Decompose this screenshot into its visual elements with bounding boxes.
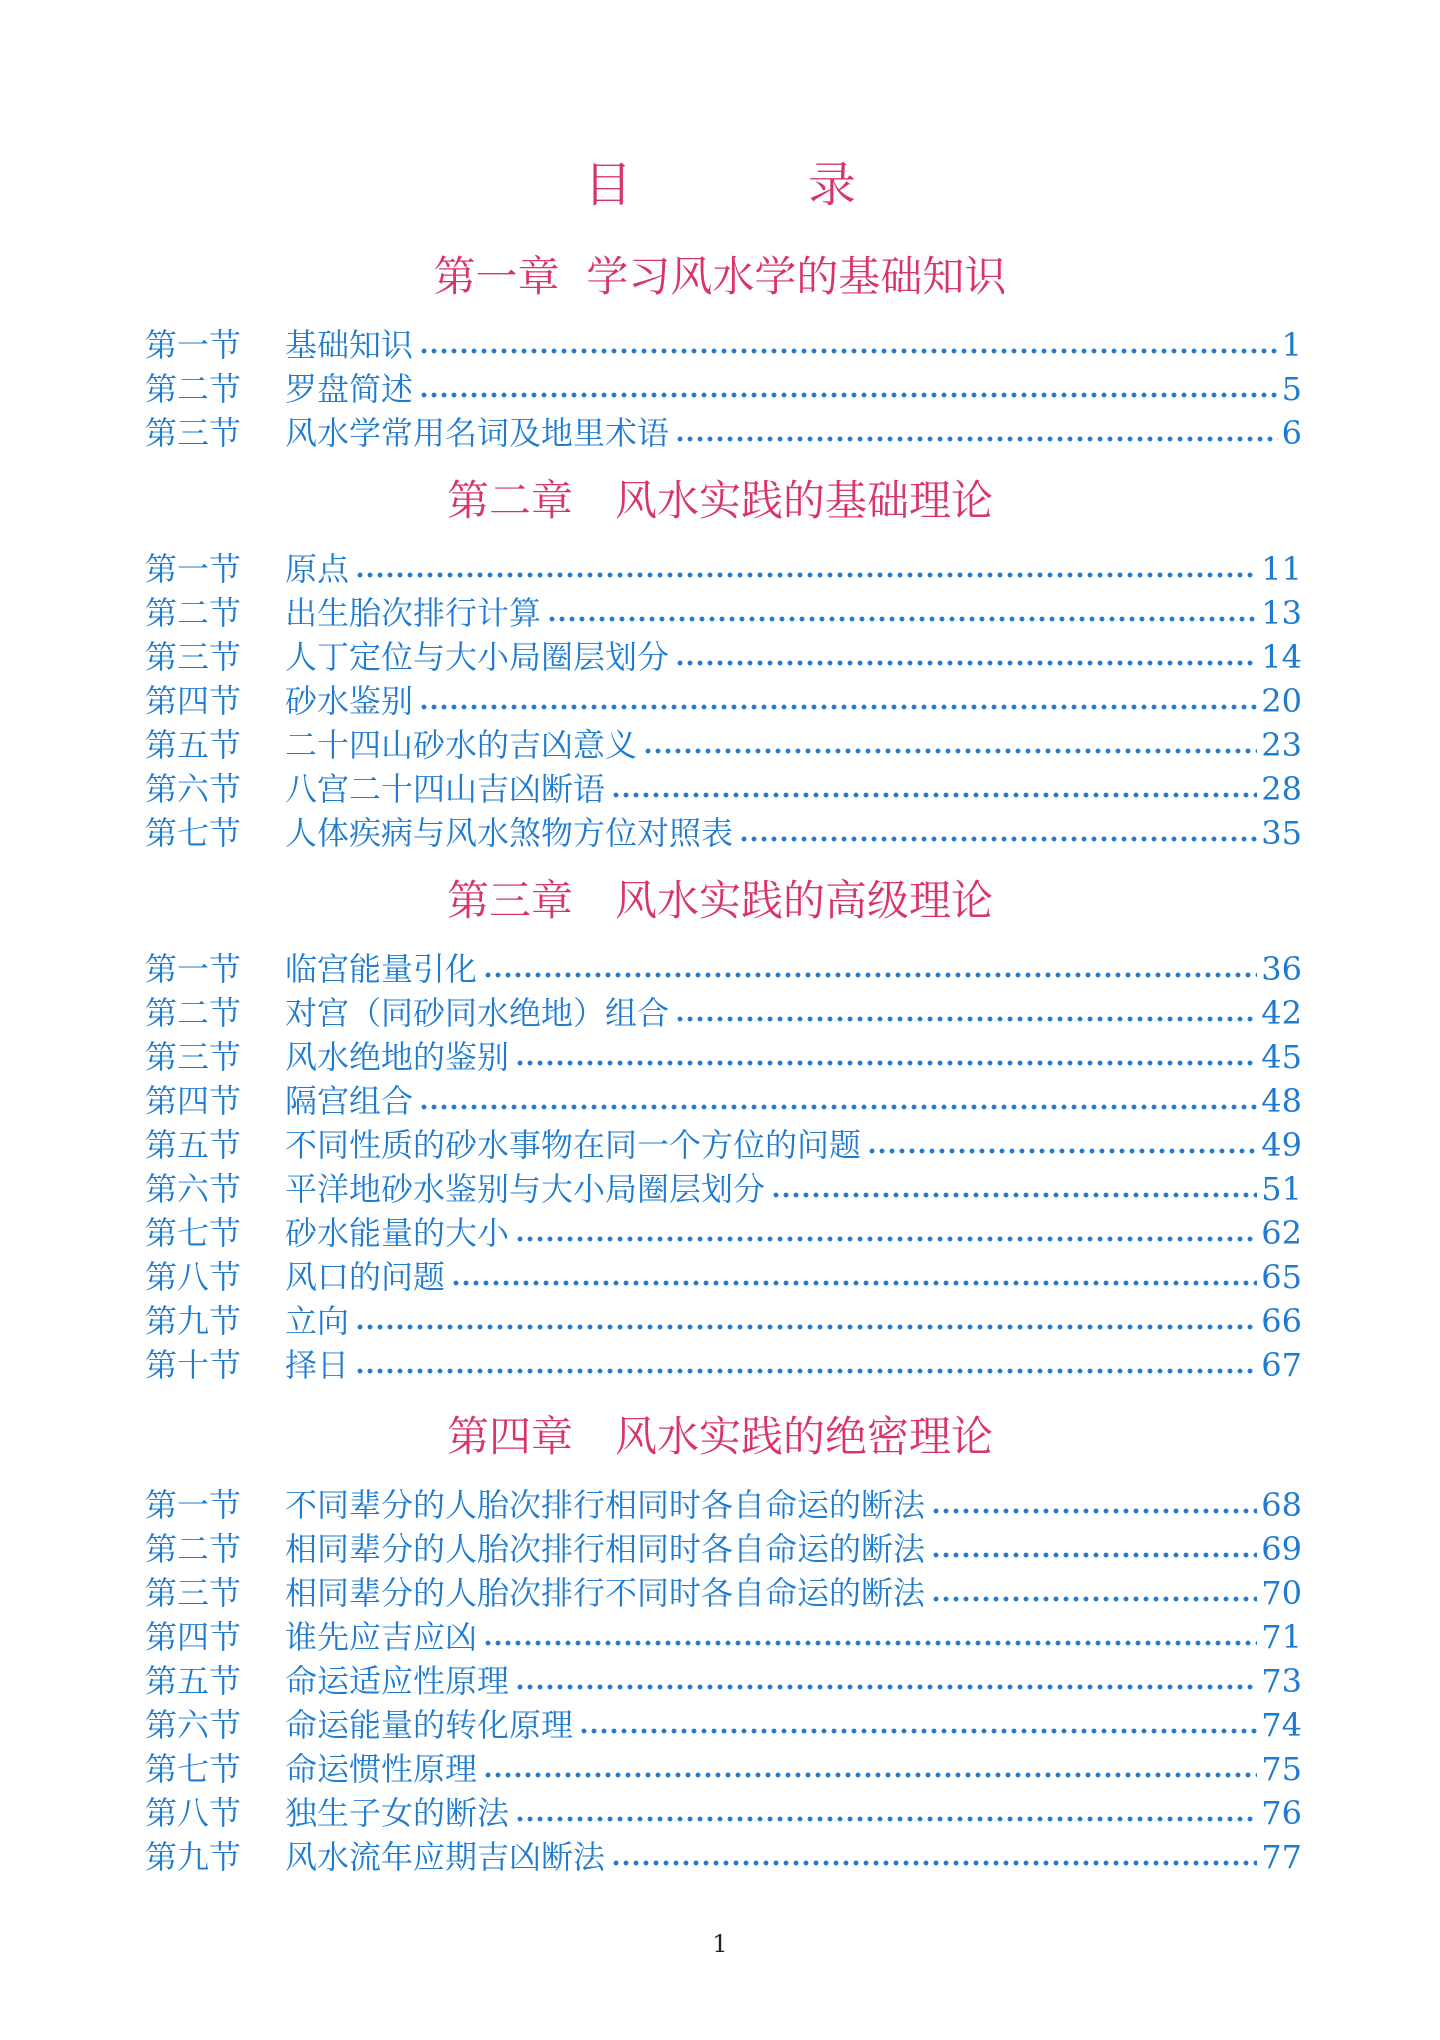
page-ref: 13 — [1261, 594, 1302, 632]
section-number: 第三节 — [145, 414, 242, 452]
dot-leader — [419, 348, 1278, 354]
dot-leader — [419, 704, 1257, 710]
page-ref: 70 — [1261, 1574, 1302, 1612]
section-number: 第五节 — [145, 726, 242, 764]
dot-leader — [675, 436, 1278, 442]
dot-leader — [483, 1640, 1257, 1646]
toc-title: 目 录 — [583, 157, 920, 213]
toc-entry[interactable] — [145, 1837, 1302, 1877]
dot-leader — [515, 1816, 1257, 1822]
dot-leader — [643, 748, 1257, 754]
toc-entry[interactable] — [145, 1705, 1302, 1745]
toc-entry[interactable] — [145, 1125, 1302, 1165]
section-number: 第九节 — [145, 1302, 242, 1340]
toc-entry[interactable] — [145, 1617, 1302, 1657]
toc-entry[interactable] — [145, 681, 1302, 721]
section-number: 第四节 — [145, 682, 242, 720]
page-ref: 36 — [1261, 950, 1302, 988]
dot-leader — [483, 1772, 1257, 1778]
section-title: 原点 — [285, 550, 350, 588]
dot-leader — [867, 1148, 1257, 1154]
chapter-1-title: 第一章 学习风水学的基础知识 — [433, 252, 1007, 301]
section-title: 二十四山砂水的吉凶意义 — [285, 726, 638, 764]
page-ref: 42 — [1261, 994, 1302, 1032]
section-title: 立向 — [285, 1302, 350, 1340]
page-ref: 74 — [1261, 1706, 1302, 1744]
section-number: 第七节 — [145, 1750, 242, 1788]
dot-leader — [611, 792, 1257, 798]
page-ref: 51 — [1261, 1170, 1302, 1208]
toc-entry[interactable] — [145, 1081, 1302, 1121]
page-ref: 45 — [1261, 1038, 1302, 1076]
section-number: 第四节 — [145, 1618, 242, 1656]
page-ref: 75 — [1261, 1750, 1302, 1788]
page-ref: 11 — [1261, 550, 1302, 588]
section-number: 第一节 — [145, 950, 242, 988]
dot-leader — [419, 1104, 1257, 1110]
section-title: 命运惯性原理 — [285, 1750, 478, 1788]
toc-entry[interactable] — [145, 1749, 1302, 1789]
section-number: 第二节 — [145, 1530, 242, 1568]
page-ref: 76 — [1261, 1794, 1302, 1832]
dot-leader — [611, 1860, 1257, 1866]
page-ref: 73 — [1261, 1662, 1302, 1700]
dot-leader — [451, 1280, 1257, 1286]
toc-entry[interactable] — [145, 1169, 1302, 1209]
dot-leader — [771, 1192, 1257, 1198]
dot-leader — [547, 616, 1257, 622]
page-ref: 62 — [1261, 1214, 1302, 1252]
toc-entry[interactable] — [145, 413, 1302, 453]
section-number: 第三节 — [145, 638, 242, 676]
page-ref: 67 — [1261, 1346, 1302, 1384]
toc-entry[interactable] — [145, 1793, 1302, 1833]
dot-leader — [739, 836, 1257, 842]
dot-leader — [675, 1016, 1257, 1022]
section-title: 砂水能量的大小 — [285, 1214, 510, 1252]
toc-entry[interactable] — [145, 1345, 1302, 1385]
page-ref: 14 — [1261, 638, 1302, 676]
section-title: 罗盘简述 — [285, 370, 414, 408]
page-ref: 69 — [1261, 1530, 1302, 1568]
section-title: 平洋地砂水鉴别与大小局圈层划分 — [285, 1170, 766, 1208]
section-title: 相同辈分的人胎次排行相同时各自命运的断法 — [285, 1530, 926, 1568]
page-ref: 6 — [1281, 414, 1302, 452]
section-title: 砂水鉴别 — [285, 682, 414, 720]
section-number: 第十节 — [145, 1346, 242, 1384]
toc-entry[interactable] — [145, 325, 1302, 365]
section-title: 风水流年应期吉凶断法 — [285, 1838, 606, 1876]
section-title: 谁先应吉应凶 — [285, 1618, 478, 1656]
page-ref: 35 — [1261, 814, 1302, 852]
section-title: 临宫能量引化 — [285, 950, 478, 988]
section-number: 第一节 — [145, 326, 242, 364]
dot-leader — [483, 972, 1257, 978]
dot-leader — [515, 1236, 1257, 1242]
toc-entry[interactable] — [145, 813, 1302, 853]
toc-entry[interactable] — [145, 1257, 1302, 1297]
section-title: 风水绝地的鉴别 — [285, 1038, 510, 1076]
dot-leader — [355, 572, 1257, 578]
dot-leader — [931, 1596, 1257, 1602]
toc-entry[interactable] — [145, 637, 1302, 677]
toc-entry[interactable] — [145, 369, 1302, 409]
toc-entry[interactable] — [145, 593, 1302, 633]
page-ref: 23 — [1261, 726, 1302, 764]
section-title: 八宫二十四山吉凶断语 — [285, 770, 606, 808]
toc-entry[interactable] — [145, 993, 1302, 1033]
chapter-3-title: 第三章 风水实践的高级理论 — [446, 876, 993, 925]
page-ref: 20 — [1261, 682, 1302, 720]
section-title: 隔宫组合 — [285, 1082, 414, 1120]
section-title: 风口的问题 — [285, 1258, 446, 1296]
section-number: 第六节 — [145, 1706, 242, 1744]
toc-entry[interactable] — [145, 1573, 1302, 1613]
page-ref: 77 — [1261, 1838, 1302, 1876]
section-title: 人体疾病与风水煞物方位对照表 — [285, 814, 734, 852]
section-number: 第六节 — [145, 770, 242, 808]
toc-entry[interactable] — [145, 1301, 1302, 1341]
page-ref: 48 — [1261, 1082, 1302, 1120]
section-number: 第九节 — [145, 1838, 242, 1876]
section-number: 第四节 — [145, 1082, 242, 1120]
page-ref: 68 — [1261, 1486, 1302, 1524]
dot-leader — [931, 1508, 1257, 1514]
section-number: 第七节 — [145, 1214, 242, 1252]
section-title: 相同辈分的人胎次排行不同时各自命运的断法 — [285, 1574, 926, 1612]
chapter-4-title: 第四章 风水实践的绝密理论 — [446, 1412, 993, 1461]
section-title: 不同辈分的人胎次排行相同时各自命运的断法 — [285, 1486, 926, 1524]
section-title: 对宫（同砂同水绝地）组合 — [285, 994, 670, 1032]
section-number: 第五节 — [145, 1662, 242, 1700]
chapter-2-title: 第二章 风水实践的基础理论 — [446, 476, 993, 525]
toc-entry[interactable] — [145, 1529, 1302, 1569]
dot-leader — [419, 392, 1278, 398]
section-title: 基础知识 — [285, 326, 414, 364]
section-title: 风水学常用名词及地里术语 — [285, 414, 670, 452]
dot-leader — [355, 1368, 1257, 1374]
page-ref: 28 — [1261, 770, 1302, 808]
toc-entry[interactable] — [145, 725, 1302, 765]
section-number: 第八节 — [145, 1794, 242, 1832]
toc-entry[interactable] — [145, 549, 1302, 589]
section-number: 第一节 — [145, 550, 242, 588]
page-number: 1 — [712, 1930, 728, 1958]
dot-leader — [355, 1324, 1257, 1330]
page-ref: 5 — [1281, 370, 1302, 408]
section-number: 第二节 — [145, 994, 242, 1032]
dot-leader — [579, 1728, 1257, 1734]
section-number: 第二节 — [145, 594, 242, 632]
toc-entry[interactable] — [145, 1485, 1302, 1525]
section-number: 第三节 — [145, 1574, 242, 1612]
page-ref: 66 — [1261, 1302, 1302, 1340]
section-number: 第八节 — [145, 1258, 242, 1296]
dot-leader — [931, 1552, 1257, 1558]
page-ref: 49 — [1261, 1126, 1302, 1164]
section-number: 第五节 — [145, 1126, 242, 1164]
toc-entry[interactable] — [145, 1037, 1302, 1077]
page-ref: 71 — [1261, 1618, 1302, 1656]
section-number: 第三节 — [145, 1038, 242, 1076]
section-title: 人丁定位与大小局圈层划分 — [285, 638, 670, 676]
section-number: 第一节 — [145, 1486, 242, 1524]
dot-leader — [515, 1684, 1257, 1690]
section-title: 命运适应性原理 — [285, 1662, 510, 1700]
toc-entry[interactable] — [145, 949, 1302, 989]
toc-entry[interactable] — [145, 1661, 1302, 1701]
section-title: 择日 — [285, 1346, 350, 1384]
section-number: 第六节 — [145, 1170, 242, 1208]
section-title: 不同性质的砂水事物在同一个方位的问题 — [285, 1126, 862, 1164]
toc-entry[interactable] — [145, 1213, 1302, 1253]
page-ref: 65 — [1261, 1258, 1302, 1296]
section-title: 独生子女的断法 — [285, 1794, 510, 1832]
page-ref: 1 — [1281, 326, 1302, 364]
dot-leader — [675, 660, 1257, 666]
dot-leader — [515, 1060, 1257, 1066]
section-number: 第二节 — [145, 370, 242, 408]
toc-entry[interactable] — [145, 769, 1302, 809]
section-number: 第七节 — [145, 814, 242, 852]
section-title: 命运能量的转化原理 — [285, 1706, 574, 1744]
section-title: 出生胎次排行计算 — [285, 594, 542, 632]
